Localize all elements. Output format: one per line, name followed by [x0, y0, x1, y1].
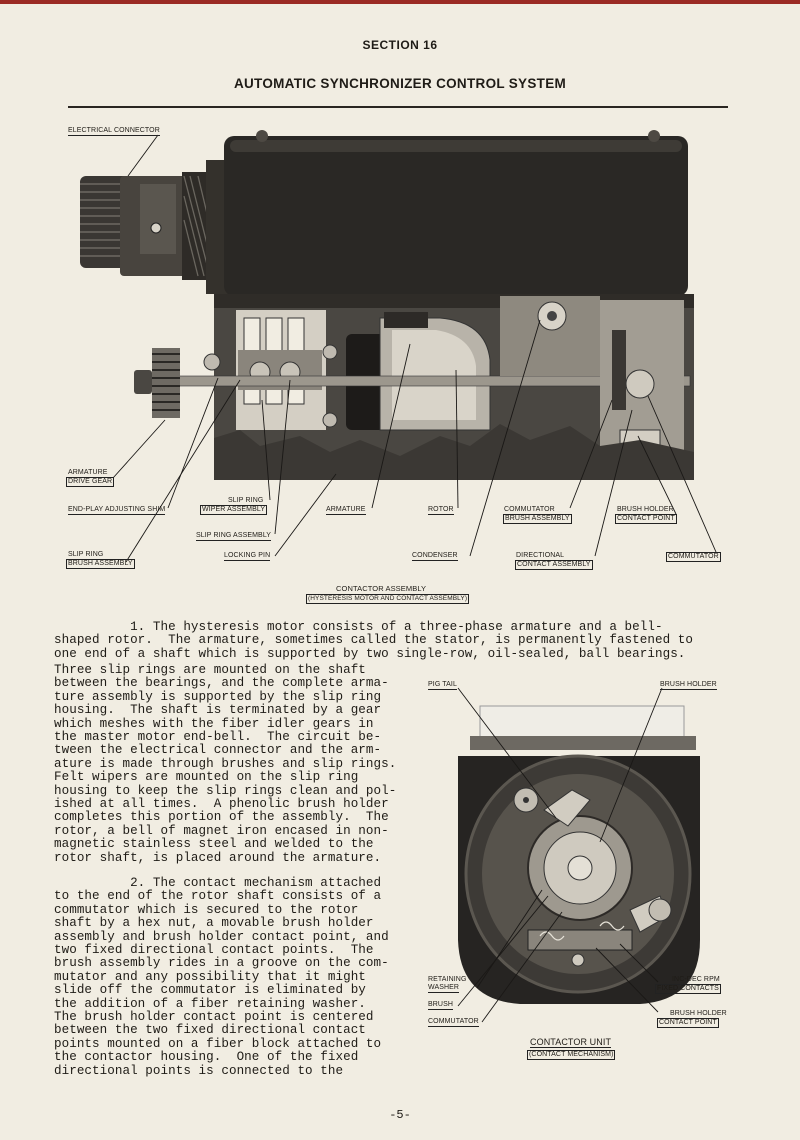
- label-slip-ring-wiper-line2: WIPER ASSEMBLY: [202, 506, 266, 513]
- label-brush: BRUSH: [428, 1001, 454, 1008]
- label-slip-ring-brush-line2: BRUSH ASSEMBLY: [68, 560, 133, 567]
- label-rotor: ROTOR: [428, 506, 454, 513]
- paragraph-1: 1. The hysteresis motor consists of a three-phase armature and a bell- shaped rotor. The armature, sometimes called the stator, is permanently fastened to one end of a shaft which is supported by two single-row, oil-sealed, ball bearings.: [54, 620, 694, 661]
- label-condenser: CONDENSER: [412, 552, 458, 559]
- label-inc-dec-line2: FIXED CONTACTS: [657, 985, 719, 992]
- label-retaining-washer-line1: RETAINING: [428, 976, 467, 983]
- label-locking-pin: LOCKING PIN: [224, 552, 271, 559]
- page-number: -5-: [389, 1108, 411, 1122]
- page-title: AUTOMATIC SYNCHRONIZER CONTROL SYSTEM: [233, 76, 567, 91]
- label-commutator-brush-line1: COMMUTATOR: [504, 506, 555, 513]
- label-brush-holder-contact-line1: BRUSH HOLDER: [617, 506, 674, 513]
- label-end-play-shim: END-PLAY ADJUSTING SHIM: [68, 506, 166, 513]
- label-brush-holder: BRUSH HOLDER: [660, 681, 717, 688]
- paragraph-1-continued: Three slip rings are mounted on the shaft between the bearings, and the complete arma- ture assembly is supported by the slip ring housing. The shaft is terminated by a gear which meshes with the fiber idler gears in the master motor end-bell. The circuit be- tween the electrical connector and the arm- ature is made through brushes and slip rings. Felt wipers are mounted on the slip ring housing to keep the slip rings clean and pol- ished at all times. A phenolic brush holder completes this portion of the assembly. The rotor, a bell of magnet iron encased in non- magnetic stainless steel and welded to the rotor shaft, is placed around the armature.: [54, 663, 397, 865]
- label-brush-holder-point-line1: BRUSH HOLDER: [670, 1010, 727, 1017]
- label-armature-drive-gear-line2: DRIVE GEAR: [68, 478, 113, 485]
- label-brush-holder-contact-line2: CONTACT POINT: [617, 515, 675, 522]
- label-directional-contact-line2: CONTACT ASSEMBLY: [517, 561, 591, 568]
- figure1-caption: CONTACTOR ASSEMBLY: [336, 584, 427, 593]
- section-heading: SECTION 16: [362, 38, 438, 52]
- label-commutator-brush-line2: BRUSH ASSEMBLY: [505, 515, 570, 522]
- figure2-caption: CONTACTOR UNIT: [530, 1037, 612, 1047]
- label-pig-tail: PIG TAIL: [428, 681, 457, 688]
- paragraph-2: 2. The contact mechanism attached to the end of the rotor shaft consists of a commutator which is secured to the rotor shaft by a hex nut, a movable brush holder assembly and brush holder contact point, and two fixed directional contact points. The brush assembly rides in a groove on the com- mutator and any possibility that it might slide off the commutator is eliminated by the addition of a fiber retaining washer. The brush holder contact point is centered between the two fixed directional contact points mounted on a fiber block attached to the contactor housing. One of the fixed directional points is connected to the: [54, 876, 389, 1078]
- label-slip-ring-wiper-line1: SLIP RING: [228, 497, 264, 504]
- label-slip-ring-brush-line1: SLIP RING: [68, 551, 104, 558]
- label-commutator-unit: COMMUTATOR: [428, 1018, 479, 1025]
- label-armature: ARMATURE: [326, 506, 366, 513]
- label-directional-contact-line1: DIRECTIONAL: [516, 552, 565, 559]
- label-electrical-connector: ELECTRICAL CONNECTOR: [68, 127, 160, 134]
- contactor-unit-drawing: [458, 706, 700, 1004]
- label-retaining-washer-line2: WASHER: [428, 984, 460, 991]
- label-commutator: COMMUTATOR: [668, 553, 719, 560]
- figure1-subcaption: (HYSTERESIS MOTOR AND CONTACT ASSEMBLY): [308, 595, 468, 602]
- label-brush-holder-point-line2: CONTACT POINT: [659, 1019, 717, 1026]
- label-slip-ring-assembly: SLIP RING ASSEMBLY: [196, 532, 272, 539]
- figure2-subcaption: (CONTACT MECHANISM): [529, 1051, 614, 1058]
- label-inc-dec-line1: INC-DEC RPM: [672, 976, 720, 983]
- label-armature-drive-gear-line1: ARMATURE: [68, 469, 108, 476]
